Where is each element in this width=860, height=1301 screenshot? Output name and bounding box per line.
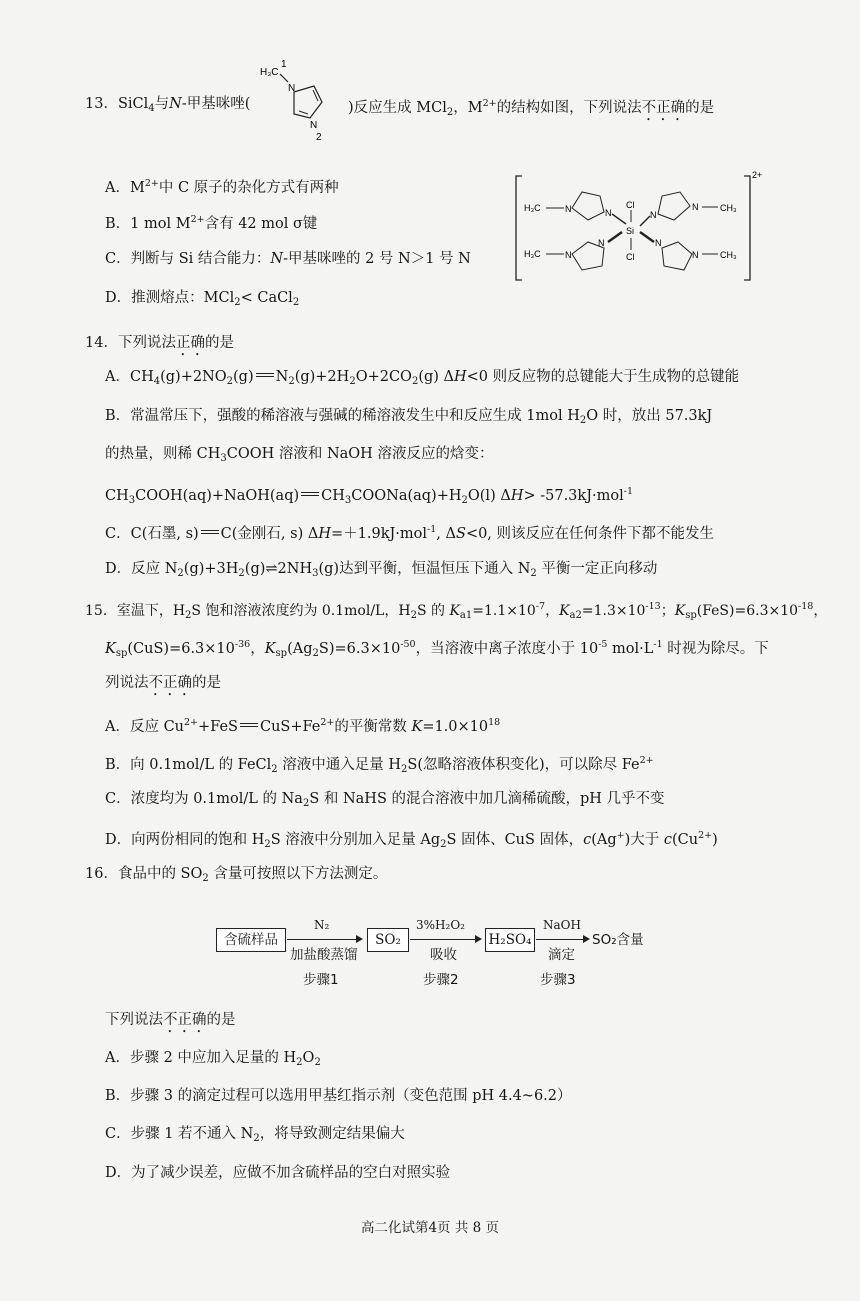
step1-label: 步骤1 <box>303 972 339 988</box>
svg-text:2: 2 <box>316 132 322 142</box>
svg-text:N: N <box>605 208 612 218</box>
q15-option-d: D．向两份相同的饱和 $H_2S$ 溶液中分别加入足量 $Ag_2S$ 固体、CuS 固体，c(Ag+)大于 $c(Cu^{2+})$ <box>105 830 718 850</box>
equals-sign <box>301 492 319 496</box>
q16-option-b: B．步骤 3 的滴定过程可以选用甲基红指示剂（变色范围 pH 4.4~6.2） <box>105 1088 572 1104</box>
q13-stem: 13．SiCl$_4$与N-甲基咪唑( <box>85 96 251 114</box>
q15-option-c: C．浓度均为 0.1mol/L 的 $Na_2S$ 和 NaHS 的混合溶液中加几滴稀硫酸，pH 几乎不变 <box>105 791 665 809</box>
svg-text:N: N <box>598 238 605 248</box>
flow-arrow2-label-top: 3%H₂O₂ <box>416 918 465 932</box>
svg-text:N: N <box>650 210 657 220</box>
flow-arrow2 <box>410 939 480 940</box>
q15-stem-line2: $K_{sp}(CuS)=6.3\times 10^{-36}$，$K_{sp}(Ag_2S)=6.3\times 10^{-50}$，当溶液中离子浓度小于 $10^{-5}$ $mol\cdot L^{-1}$ 时视为除尽。下 <box>105 639 769 659</box>
flow-result: SO₂含量 <box>592 932 644 948</box>
svg-text:H₃C: H₃C <box>524 249 541 259</box>
flow-box-h2so4: H₂SO₄ <box>485 928 535 952</box>
flow-arrow1-label-bottom: 加盐酸蒸馏 <box>290 947 358 963</box>
m2-complex-structure <box>512 168 777 288</box>
n-methylimidazole-structure <box>254 58 344 142</box>
q13-option-c: C．判断与 Si 结合能力：N-甲基咪唑的 2 号 N＞1 号 N <box>105 251 471 267</box>
q16-stem: 16．食品中的 $SO_2$ 含量可按照以下方法测定。 <box>85 866 388 884</box>
svg-text:N: N <box>565 204 572 214</box>
q14-option-b-line2: 的热量，则稀 $CH_3COOH$ 溶液和 NaOH 溶液反应的焓变： <box>105 446 494 464</box>
svg-text:CH₃: CH₃ <box>720 250 737 260</box>
q13-option-d: D．推测熔点：MCl$_2$< CaCl$_2$ <box>105 290 300 308</box>
svg-text:Si: Si <box>626 226 635 236</box>
flow-box-sample: 含硫样品 <box>216 928 286 952</box>
flow-arrow1-label-top: N₂ <box>314 918 330 932</box>
svg-text:N: N <box>692 202 699 212</box>
equals-sign <box>240 723 258 727</box>
svg-text:H₃C: H₃C <box>524 203 541 213</box>
q15-option-a: A．反应 $Cu^{2+}+FeS$ $CuS+Fe^{2+}$的平衡常数 $K=1.0\times 10^{18}$ <box>105 717 501 735</box>
q14-option-b-line3: $CH_3COOH(aq)+NaOH(aq)$ $CH_3COONa(aq)+H_2O(l)$ ΔH> -57.3kJ·mol$^{-1}$ <box>105 486 634 506</box>
svg-text:N: N <box>310 120 318 131</box>
flow-arrow3-label-bottom: 滴定 <box>548 947 575 963</box>
flow-box-so2: SO₂ <box>367 928 409 952</box>
q14-stem: 14．下列说法正确的是 <box>85 335 234 351</box>
equals-sign <box>256 373 274 377</box>
page-footer: 高二化试第4页 共 8 页 <box>360 1220 500 1236</box>
flow-arrow3 <box>536 939 588 940</box>
q15-stem-line3: 列说法不正确的是 <box>105 675 221 691</box>
q14-option-a: A．$CH_4(g)+2NO_2(g)$ $N_2(g)+2H_2O+2CO_2(g)$ ΔH<0 则反应物的总键能大于生成物的总键能 <box>105 369 740 387</box>
flow-arrow3-label-top: NaOH <box>543 918 581 932</box>
svg-text:N: N <box>692 250 699 260</box>
q13-option-b: B．1 mol $M^{2+}$含有 42 mol σ键 <box>105 214 318 232</box>
q14-option-c: C．C(石墨, s) C(金刚石, s) ΔH=＋1.9kJ·mol$^{-1}$, ΔS<0, 则该反应在任何条件下都不能发生 <box>105 524 715 542</box>
q16-option-a: A．步骤 2 中应加入足量的 $H_2O_2$ <box>105 1050 321 1068</box>
flow-arrow1 <box>287 939 361 940</box>
svg-text:Cl: Cl <box>626 252 635 262</box>
svg-text:N: N <box>565 250 572 260</box>
equals-sign <box>201 530 219 534</box>
svg-text:2+: 2+ <box>752 170 763 180</box>
step2-label: 步骤2 <box>423 972 459 988</box>
q15-option-b: B．向 0.1mol/L 的 FeCl$_2$ 溶液中通入足量 $H_2S$(忽略溶液体积变化)，可以除尽 $Fe^{2+}$ <box>105 755 654 775</box>
svg-text:N: N <box>655 238 662 248</box>
q14-option-d: D．反应 $N_2(g)+3H_2(g)\rightleftharpoons 2NH_3(g)$达到平衡，恒温恒压下通入 $N_2$ 平衡一定正向移动 <box>105 561 658 579</box>
q15-stem-line1: 15．室温下，$H_2S$ 饱和溶液浓度约为 0.1mol/L，$H_2S$ 的 $K_{a1}=1.1\times 10^{-7}$，$K_{a2}=1.3\times 10^{-13}$；$K_{sp}(FeS)=6.3\times 10^{-18}$， <box>85 601 828 621</box>
step3-label: 步骤3 <box>540 972 576 988</box>
q16-question: 下列说法不正确的是 <box>105 1012 236 1028</box>
q16-option-d: D．为了减少误差，应做不加含硫样品的空白对照实验 <box>105 1165 451 1181</box>
svg-text:CH₃: CH₃ <box>720 203 737 213</box>
svg-text:H₃C: H₃C <box>260 67 279 78</box>
svg-text:N: N <box>288 83 296 94</box>
flow-arrow2-label-bottom: 吸收 <box>430 947 457 963</box>
svg-text:Cl: Cl <box>626 200 635 210</box>
q16-option-c: C．步骤 1 若不通入 $N_2$，将导致测定结果偏大 <box>105 1126 405 1144</box>
q13-option-a: A．$M^{2+}$中 C 原子的杂化方式有两种 <box>105 178 339 196</box>
svg-text:1: 1 <box>281 59 287 70</box>
q13-stem-rest: )反应生成 MCl$_2$，$M^{2+}$的结构如图，下列说法不正确的是 <box>348 98 715 118</box>
q14-option-b-line1: B．常温常压下，强酸的稀溶液与强碱的稀溶液发生中和反应生成 1mol $H_2O$ 时，放出 57.3kJ <box>105 408 713 426</box>
